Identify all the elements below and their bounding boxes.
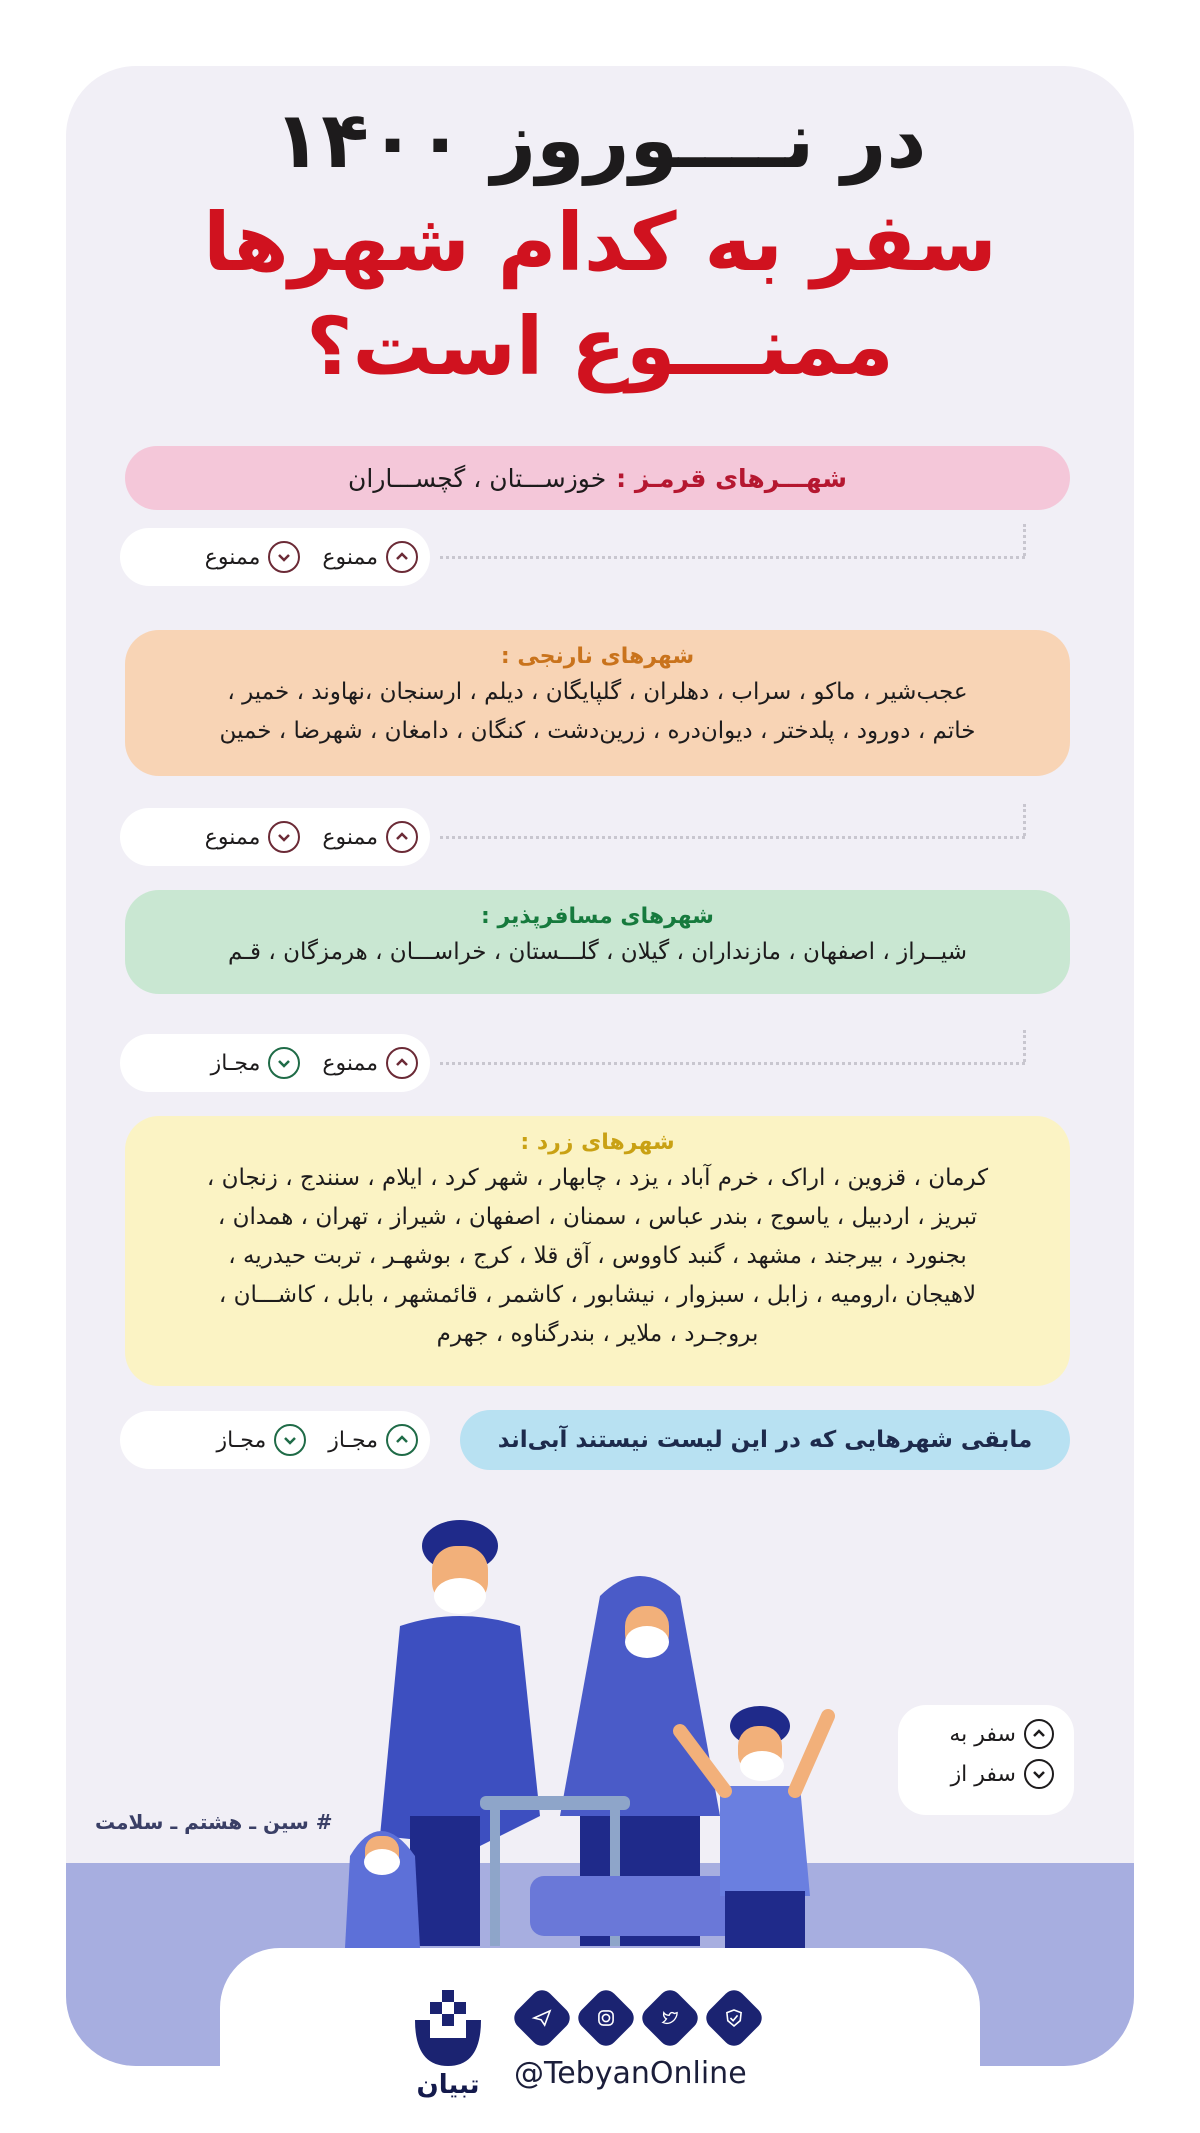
yellow-cities-line-3: بجنورد ، بیرجند ، مشهد ، گنبد کاووس ، آق قلا ، کرج ، بوشهـر ، تربت حیدریه ، xyxy=(228,1243,967,1269)
yellow-cities-line-1: کرمان ، قزوین ، اراک ، خرم آباد ، یزد ، چابهار ، شهر کرد ، ایلام ، سنندج ، زنجان ، xyxy=(206,1165,989,1191)
tebyan-logo-icon xyxy=(413,1990,483,2066)
social-links xyxy=(514,1990,762,2091)
chevron-down-circle-icon xyxy=(268,541,300,573)
title-line-3: ممنـــوع است؟ xyxy=(306,300,894,393)
red-cities-box xyxy=(125,446,1070,510)
chevron-up-circle-icon xyxy=(386,1047,418,1079)
travel-to-status: ممنوع xyxy=(322,541,418,573)
connector-dots xyxy=(440,836,1025,839)
yellow-cities-line-4: لاهیجان ،ارومیه ، زابل ، سبزوار ، نیشابور ، کاشمر ، قائمشهر ، بابل ، کاشـــان ، xyxy=(218,1282,977,1308)
connector-dots-vertical xyxy=(1023,1030,1026,1062)
verified-icon[interactable] xyxy=(702,1986,767,2051)
green-cities-list: شیــراز ، اصفهان ، مازنداران ، گیلان ، گلـــستان ، خراســـان ، هرمزگان ، قـم xyxy=(228,939,967,965)
blue-cities-box: مابقی شهرهایی که در این لیست نیستند آبی‌اند xyxy=(460,1410,1070,1470)
legend-travel-to: سفر به xyxy=(918,1719,1054,1749)
connector-dots-vertical xyxy=(1023,804,1026,836)
title-line-2: سفر به کدام شهرها xyxy=(203,196,997,289)
chevron-down-circle-icon xyxy=(268,821,300,853)
chevron-down-circle-icon xyxy=(1024,1759,1054,1789)
footer-branding xyxy=(400,1990,800,2110)
red-cities-label: شهـــرهای قرمـز : xyxy=(616,463,847,493)
green-cities-label: شهرهای مسافرپذیر : xyxy=(481,904,714,929)
travel-to-status: ممنوع xyxy=(322,821,418,853)
yellow-cities-box xyxy=(125,1116,1070,1386)
travel-to-status: ممنوع xyxy=(322,1047,418,1079)
chevron-up-circle-icon xyxy=(386,541,418,573)
travel-from-status: مجـاز xyxy=(211,1047,301,1079)
orange-cities-line-2: خاتم ، دورود ، پلدختر ، دیوان‌دره ، زرین‌دشت ، کنگان ، دامغان ، شهرضا ، خمین xyxy=(219,718,976,744)
orange-cities-line-1: عجب‌شیر ، ماکو ، سراب ، دهلران ، گلپایگان ، دیلم ، ارسنجان ،نهاوند ، خمیر ، xyxy=(227,679,968,705)
red-cities-list: خوزســـتان ، گچســـاران xyxy=(348,463,607,493)
green-status-pill xyxy=(120,1034,430,1092)
orange-cities-box xyxy=(125,630,1070,776)
brand-name: تبیان xyxy=(416,2070,480,2100)
chevron-up-circle-icon xyxy=(1024,1719,1054,1749)
travel-to-status: مجـاز xyxy=(328,1424,418,1456)
travel-from-status: مجـاز xyxy=(216,1424,306,1456)
orange-cities-label: شهرهای نارنجی : xyxy=(500,644,695,669)
chevron-up-circle-icon xyxy=(386,821,418,853)
chevron-down-circle-icon xyxy=(274,1424,306,1456)
connector-dots-vertical xyxy=(1023,524,1026,556)
connector-dots xyxy=(440,556,1025,559)
yellow-cities-line-5: بروجـرد ، ملایر ، بندرگناوه ، جهرم xyxy=(436,1321,759,1347)
yellow-cities-line-2: تبریز ، اردبیل ، یاسوج ، بندر عباس ، سمنان ، اصفهان ، شیراز ، تهران ، همدان ، xyxy=(217,1204,978,1230)
yellow-cities-label: شهرهای زرد : xyxy=(520,1130,675,1155)
connector-dots xyxy=(440,1062,1025,1065)
family-travel-illustration xyxy=(340,1516,860,1948)
orange-status-pill xyxy=(120,808,430,866)
blue-status-pill xyxy=(120,1411,430,1469)
tebyan-logo xyxy=(400,1990,496,2100)
chevron-up-circle-icon xyxy=(386,1424,418,1456)
legend-travel-from: سفر از xyxy=(918,1759,1054,1789)
red-status-pill xyxy=(120,528,430,586)
chevron-down-circle-icon xyxy=(268,1047,300,1079)
legend-box xyxy=(898,1705,1074,1815)
telegram-icon[interactable] xyxy=(510,1986,575,2051)
travel-from-status: ممنوع xyxy=(205,821,301,853)
travel-from-status: ممنوع xyxy=(205,541,301,573)
social-handle[interactable]: @TebyanOnline xyxy=(514,2056,747,2091)
green-cities-box xyxy=(125,890,1070,994)
title-line-1: در نــــوروز ۱۴۰۰ xyxy=(273,96,927,186)
twitter-icon[interactable] xyxy=(638,1986,703,2051)
instagram-icon[interactable] xyxy=(574,1986,639,2051)
hashtag: # سین ـ هشتم ـ سلامت xyxy=(95,1810,333,1834)
